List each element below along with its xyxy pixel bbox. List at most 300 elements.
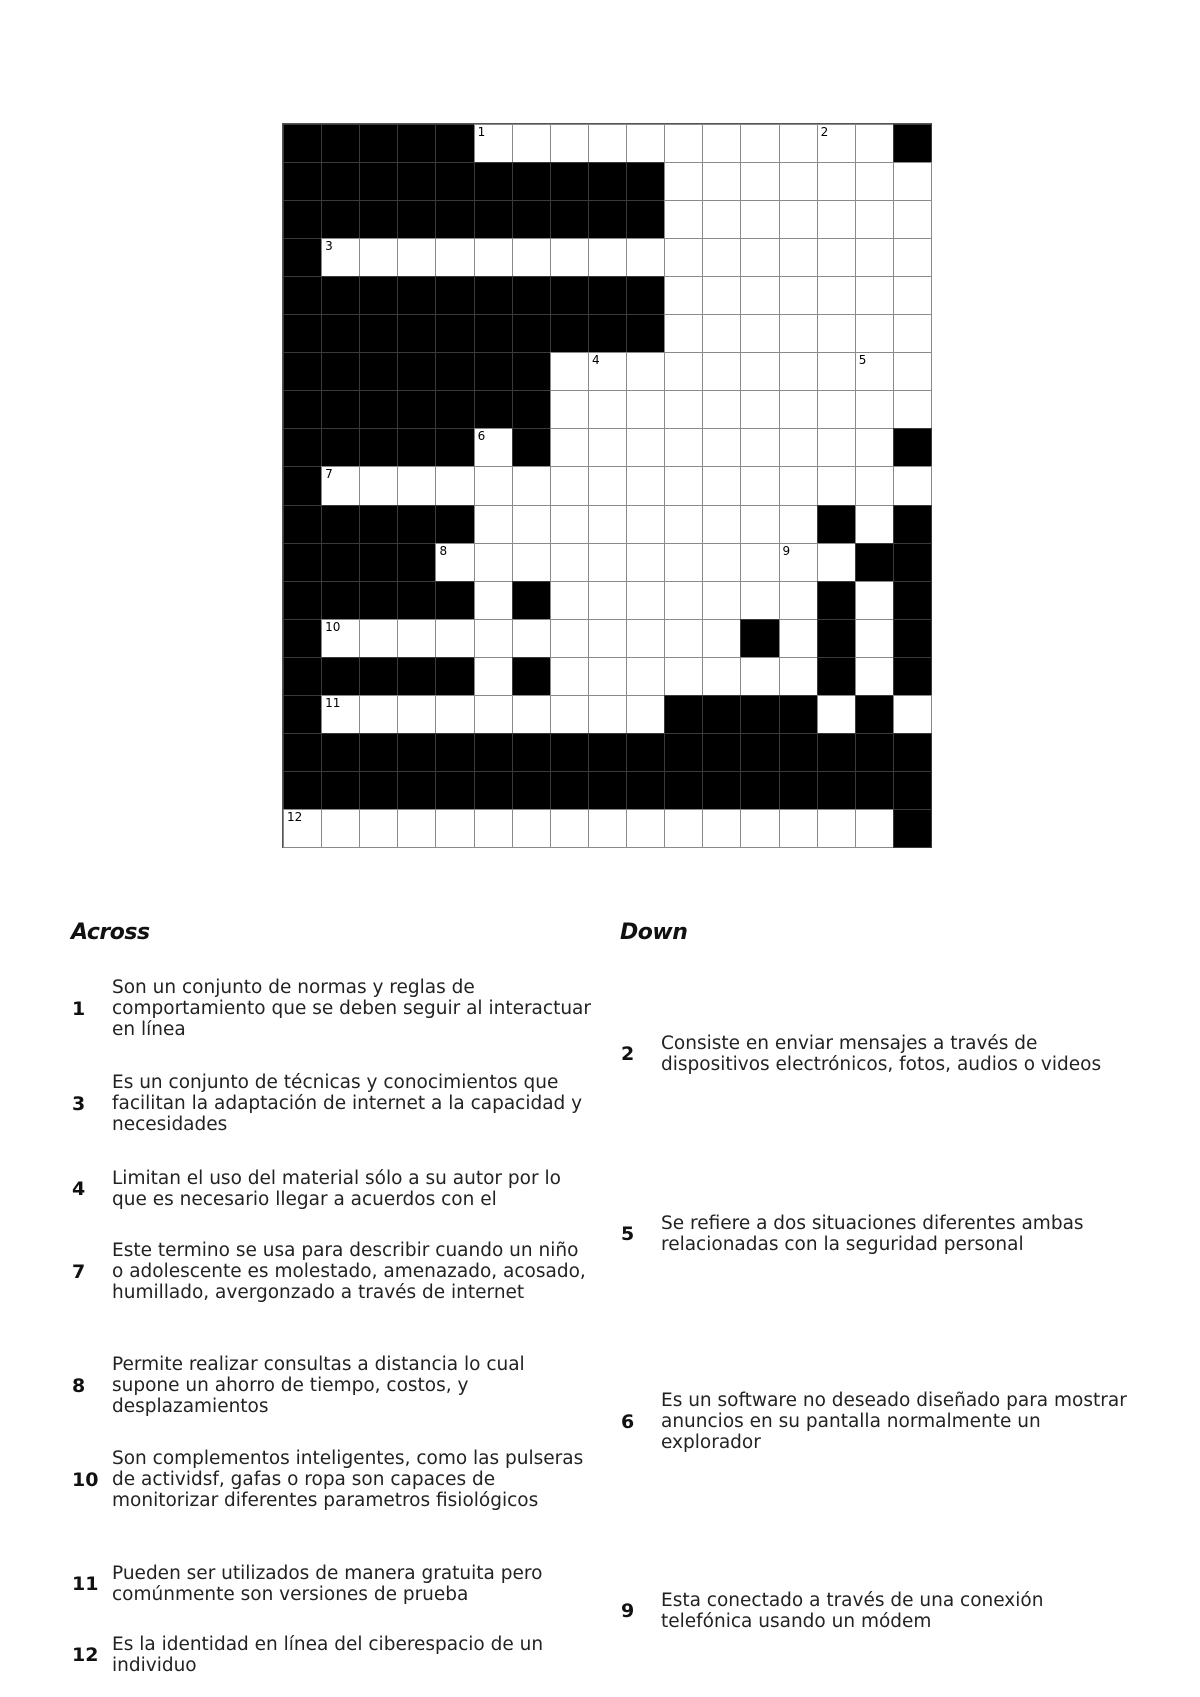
grid-answer-cell[interactable] [359, 619, 398, 658]
grid-black-cell [435, 200, 474, 239]
grid-answer-cell[interactable] [359, 695, 398, 734]
grid-black-cell [321, 657, 360, 696]
grid-black-cell [435, 581, 474, 620]
down-clue-text: Se refiere a dos situaciones diferentes ambas relacionadas con la seguridad personal [661, 1213, 1084, 1255]
grid-answer-cell[interactable] [550, 657, 589, 696]
grid-answer-cell[interactable] [474, 619, 513, 658]
grid-answer-cell[interactable] [817, 809, 856, 848]
grid-black-cell [740, 619, 779, 658]
grid-black-cell [321, 314, 360, 353]
grid-answer-cell[interactable] [512, 695, 551, 734]
grid-answer-cell[interactable] [855, 124, 894, 163]
grid-answer-cell[interactable] [855, 352, 894, 391]
grid-black-cell [474, 314, 513, 353]
grid-answer-cell[interactable] [779, 276, 818, 315]
grid-black-cell [474, 352, 513, 391]
grid-answer-cell[interactable] [855, 162, 894, 201]
grid-answer-cell[interactable] [779, 162, 818, 201]
grid-black-cell [855, 695, 894, 734]
grid-answer-cell[interactable] [779, 200, 818, 239]
across-clue-number: 7 [72, 1260, 86, 1283]
grid-black-cell [550, 200, 589, 239]
grid-answer-cell[interactable] [321, 238, 360, 277]
grid-answer-cell[interactable] [664, 657, 703, 696]
grid-answer-cell[interactable] [893, 162, 932, 201]
grid-answer-cell[interactable] [512, 238, 551, 277]
grid-answer-cell[interactable] [779, 619, 818, 658]
grid-answer-cell[interactable] [321, 809, 360, 848]
across-clue-text: Son un conjunto de normas y reglas de comportamiento que se deben seguir al interactuar en línea [112, 977, 591, 1040]
grid-answer-cell[interactable] [588, 581, 627, 620]
grid-answer-cell[interactable] [626, 809, 665, 848]
grid-answer-cell[interactable] [779, 543, 818, 582]
grid-answer-cell[interactable] [664, 809, 703, 848]
grid-answer-cell[interactable] [893, 390, 932, 429]
grid-answer-cell[interactable] [855, 276, 894, 315]
grid-black-cell [435, 428, 474, 467]
grid-black-cell [397, 390, 436, 429]
grid-answer-cell[interactable] [550, 124, 589, 163]
grid-answer-cell[interactable] [512, 543, 551, 582]
grid-answer-cell[interactable] [664, 466, 703, 505]
cell-number: 2 [820, 125, 829, 139]
grid-answer-cell[interactable] [817, 352, 856, 391]
grid-answer-cell[interactable] [626, 390, 665, 429]
grid-black-cell [435, 733, 474, 772]
grid-answer-cell[interactable] [740, 657, 779, 696]
across-clue-12 [71, 1634, 591, 1676]
grid-black-cell [359, 162, 398, 201]
grid-black-cell [855, 733, 894, 772]
grid-black-cell [664, 771, 703, 810]
grid-answer-cell[interactable] [702, 314, 741, 353]
grid-answer-cell[interactable] [855, 809, 894, 848]
grid-black-cell [283, 390, 322, 429]
grid-answer-cell[interactable] [740, 543, 779, 582]
cell-number: 9 [782, 543, 791, 558]
grid-answer-cell[interactable] [702, 505, 741, 544]
grid-black-cell [817, 619, 856, 658]
down-clue-number: 9 [621, 1600, 635, 1622]
grid-answer-cell[interactable] [664, 124, 703, 163]
grid-answer-cell[interactable] [740, 390, 779, 429]
grid-black-cell [512, 390, 551, 429]
grid-answer-cell[interactable] [740, 581, 779, 620]
grid-black-cell [435, 314, 474, 353]
grid-answer-cell[interactable] [740, 466, 779, 505]
grid-answer-cell[interactable] [397, 238, 436, 277]
grid-answer-cell[interactable] [474, 428, 513, 467]
grid-black-cell [435, 771, 474, 810]
grid-black-cell [321, 428, 360, 467]
grid-answer-cell[interactable] [550, 581, 589, 620]
grid-black-cell [626, 771, 665, 810]
grid-answer-cell[interactable] [435, 619, 474, 658]
grid-black-cell [550, 733, 589, 772]
grid-black-cell [893, 619, 932, 658]
grid-answer-cell[interactable] [626, 619, 665, 658]
grid-black-cell [474, 390, 513, 429]
grid-black-cell [474, 162, 513, 201]
grid-black-cell [397, 200, 436, 239]
grid-answer-cell[interactable] [626, 581, 665, 620]
grid-answer-cell[interactable] [588, 505, 627, 544]
grid-answer-cell[interactable] [740, 276, 779, 315]
across-clue-text: Son complementos inteligentes, como las pulseras de actividsf, gafas o ropa son capaces de monitorizar diferentes parametros fisiológicos [112, 1448, 584, 1511]
grid-answer-cell[interactable] [855, 505, 894, 544]
grid-answer-cell[interactable] [740, 200, 779, 239]
grid-answer-cell[interactable] [817, 543, 856, 582]
grid-answer-cell[interactable] [779, 314, 818, 353]
grid-answer-cell[interactable] [779, 505, 818, 544]
grid-black-cell [740, 733, 779, 772]
cell-number: 12 [287, 809, 303, 824]
grid-answer-cell[interactable] [435, 809, 474, 848]
grid-answer-cell[interactable] [893, 276, 932, 315]
grid-black-cell [359, 771, 398, 810]
grid-answer-cell[interactable] [664, 543, 703, 582]
grid-answer-cell[interactable] [664, 352, 703, 391]
grid-answer-cell[interactable] [474, 505, 513, 544]
grid-black-cell [321, 390, 360, 429]
grid-answer-cell[interactable] [588, 543, 627, 582]
grid-answer-cell[interactable] [397, 695, 436, 734]
across-title: Across [71, 920, 150, 945]
grid-black-cell [588, 200, 627, 239]
across-clue-1 [71, 977, 591, 1040]
grid-answer-cell[interactable] [588, 619, 627, 658]
grid-answer-cell[interactable] [512, 505, 551, 544]
grid-black-cell [397, 733, 436, 772]
grid-answer-cell[interactable] [588, 124, 627, 163]
grid-answer-cell[interactable] [779, 466, 818, 505]
grid-answer-cell[interactable] [740, 238, 779, 277]
grid-black-cell [359, 543, 398, 582]
grid-answer-cell[interactable] [397, 809, 436, 848]
grid-answer-cell[interactable] [817, 238, 856, 277]
grid-answer-cell[interactable] [702, 809, 741, 848]
grid-answer-cell[interactable] [664, 581, 703, 620]
grid-answer-cell[interactable] [855, 619, 894, 658]
grid-black-cell [588, 733, 627, 772]
grid-answer-cell[interactable] [397, 466, 436, 505]
grid-answer-cell[interactable] [817, 162, 856, 201]
down-clue-6 [620, 1390, 1140, 1453]
grid-black-cell [435, 124, 474, 163]
grid-answer-cell[interactable] [855, 200, 894, 239]
grid-black-cell [779, 771, 818, 810]
grid-answer-cell[interactable] [779, 390, 818, 429]
grid-answer-cell[interactable] [664, 390, 703, 429]
down-clue-text: Esta conectado a través de una conexión telefónica usando un módem [661, 1590, 1044, 1632]
grid-answer-cell[interactable] [512, 466, 551, 505]
grid-black-cell [359, 581, 398, 620]
grid-answer-cell[interactable] [817, 390, 856, 429]
grid-answer-cell[interactable] [855, 238, 894, 277]
grid-answer-cell[interactable] [779, 581, 818, 620]
grid-black-cell [359, 276, 398, 315]
grid-black-cell [817, 581, 856, 620]
grid-answer-cell[interactable] [702, 657, 741, 696]
grid-answer-cell[interactable] [702, 162, 741, 201]
grid-answer-cell[interactable] [702, 352, 741, 391]
grid-answer-cell[interactable] [474, 238, 513, 277]
grid-black-cell [512, 428, 551, 467]
grid-answer-cell[interactable] [817, 200, 856, 239]
grid-black-cell [550, 771, 589, 810]
grid-black-cell [817, 505, 856, 544]
grid-answer-cell[interactable] [702, 390, 741, 429]
grid-answer-cell[interactable] [855, 657, 894, 696]
grid-black-cell [397, 276, 436, 315]
grid-answer-cell[interactable] [702, 466, 741, 505]
across-clue-number: 12 [72, 1644, 99, 1666]
grid-answer-cell[interactable] [321, 695, 360, 734]
grid-black-cell [588, 276, 627, 315]
cell-number: 11 [325, 695, 341, 710]
grid-black-cell [397, 581, 436, 620]
grid-black-cell [321, 352, 360, 391]
grid-black-cell [435, 657, 474, 696]
grid-answer-cell[interactable] [779, 809, 818, 848]
grid-answer-cell[interactable] [588, 428, 627, 467]
grid-answer-cell[interactable] [740, 428, 779, 467]
grid-answer-cell[interactable] [474, 695, 513, 734]
grid-answer-cell[interactable] [435, 238, 474, 277]
grid-answer-cell[interactable] [817, 428, 856, 467]
grid-black-cell [321, 733, 360, 772]
grid-answer-cell[interactable] [664, 314, 703, 353]
grid-answer-cell[interactable] [588, 809, 627, 848]
grid-black-cell [283, 428, 322, 467]
grid-black-cell [435, 505, 474, 544]
grid-answer-cell[interactable] [893, 200, 932, 239]
grid-black-cell [359, 657, 398, 696]
grid-black-cell [397, 162, 436, 201]
grid-answer-cell[interactable] [435, 466, 474, 505]
grid-answer-cell[interactable] [702, 619, 741, 658]
grid-answer-cell[interactable] [550, 505, 589, 544]
grid-black-cell [817, 733, 856, 772]
cell-number: 1 [477, 125, 486, 139]
grid-answer-cell[interactable] [626, 466, 665, 505]
cell-number: 4 [591, 353, 600, 368]
grid-answer-cell[interactable] [626, 124, 665, 163]
across-clue-4 [71, 1168, 591, 1210]
grid-answer-cell[interactable] [779, 657, 818, 696]
grid-answer-cell[interactable] [512, 124, 551, 163]
grid-black-cell [321, 124, 360, 163]
grid-black-cell [588, 162, 627, 201]
grid-answer-cell[interactable] [893, 314, 932, 353]
grid-answer-cell[interactable] [626, 695, 665, 734]
grid-answer-cell[interactable] [626, 352, 665, 391]
grid-answer-cell[interactable] [550, 619, 589, 658]
grid-answer-cell[interactable] [588, 466, 627, 505]
grid-answer-cell[interactable] [664, 619, 703, 658]
grid-black-cell [740, 771, 779, 810]
grid-answer-cell[interactable] [550, 390, 589, 429]
grid-answer-cell[interactable] [550, 695, 589, 734]
grid-answer-cell[interactable] [664, 200, 703, 239]
grid-black-cell [359, 733, 398, 772]
grid-answer-cell[interactable] [588, 657, 627, 696]
grid-answer-cell[interactable] [740, 124, 779, 163]
grid-black-cell [321, 543, 360, 582]
grid-black-cell [550, 276, 589, 315]
grid-black-cell [512, 314, 551, 353]
grid-answer-cell[interactable] [321, 619, 360, 658]
grid-black-cell [283, 733, 322, 772]
cell-number: 10 [325, 619, 341, 634]
grid-answer-cell[interactable] [817, 124, 856, 163]
grid-answer-cell[interactable] [474, 466, 513, 505]
grid-answer-cell[interactable] [702, 428, 741, 467]
grid-black-cell [359, 314, 398, 353]
grid-answer-cell[interactable] [588, 695, 627, 734]
grid-answer-cell[interactable] [855, 466, 894, 505]
grid-answer-cell[interactable] [512, 809, 551, 848]
grid-answer-cell[interactable] [321, 466, 360, 505]
grid-black-cell [283, 200, 322, 239]
grid-black-cell [512, 200, 551, 239]
grid-answer-cell[interactable] [779, 352, 818, 391]
grid-answer-cell[interactable] [550, 466, 589, 505]
grid-answer-cell[interactable] [664, 238, 703, 277]
grid-answer-cell[interactable] [550, 428, 589, 467]
across-clue-8 [71, 1354, 591, 1417]
grid-black-cell [359, 390, 398, 429]
grid-answer-cell[interactable] [474, 809, 513, 848]
grid-black-cell [283, 695, 322, 734]
grid-answer-cell[interactable] [664, 162, 703, 201]
grid-black-cell [435, 390, 474, 429]
grid-answer-cell[interactable] [740, 314, 779, 353]
grid-answer-cell[interactable] [626, 543, 665, 582]
grid-answer-cell[interactable] [740, 505, 779, 544]
grid-black-cell [893, 428, 932, 467]
across-clue-text: Limitan el uso del material sólo a su autor por lo que es necesario llegar a acuerdos con el [112, 1168, 561, 1210]
down-clue-text: Consiste en enviar mensajes a través de dispositivos electrónicos, fotos, audios o videos [661, 1033, 1102, 1075]
grid-answer-cell[interactable] [283, 809, 322, 848]
grid-answer-cell[interactable] [893, 695, 932, 734]
across-clue-10 [71, 1448, 591, 1511]
grid-answer-cell[interactable] [474, 581, 513, 620]
grid-answer-cell[interactable] [855, 428, 894, 467]
grid-black-cell [283, 162, 322, 201]
grid-answer-cell[interactable] [855, 390, 894, 429]
grid-answer-cell[interactable] [855, 314, 894, 353]
grid-answer-cell[interactable] [702, 543, 741, 582]
grid-answer-cell[interactable] [702, 238, 741, 277]
grid-black-cell [664, 695, 703, 734]
grid-black-cell [283, 619, 322, 658]
grid-black-cell [893, 543, 932, 582]
grid-answer-cell[interactable] [817, 695, 856, 734]
grid-black-cell [359, 505, 398, 544]
grid-answer-cell[interactable] [550, 238, 589, 277]
grid-answer-cell[interactable] [740, 162, 779, 201]
grid-answer-cell[interactable] [855, 581, 894, 620]
grid-answer-cell[interactable] [626, 428, 665, 467]
grid-answer-cell[interactable] [702, 200, 741, 239]
grid-answer-cell[interactable] [664, 276, 703, 315]
grid-black-cell [435, 162, 474, 201]
grid-answer-cell[interactable] [588, 352, 627, 391]
grid-answer-cell[interactable] [359, 238, 398, 277]
grid-answer-cell[interactable] [512, 619, 551, 658]
grid-answer-cell[interactable] [779, 428, 818, 467]
grid-black-cell [626, 276, 665, 315]
grid-answer-cell[interactable] [817, 276, 856, 315]
grid-black-cell [397, 543, 436, 582]
grid-answer-cell[interactable] [893, 466, 932, 505]
grid-answer-cell[interactable] [588, 238, 627, 277]
grid-answer-cell[interactable] [588, 390, 627, 429]
grid-black-cell [321, 771, 360, 810]
grid-answer-cell[interactable] [817, 314, 856, 353]
grid-answer-cell[interactable] [664, 428, 703, 467]
grid-black-cell [283, 581, 322, 620]
grid-black-cell [321, 505, 360, 544]
grid-black-cell [702, 771, 741, 810]
grid-black-cell [435, 276, 474, 315]
across-clue-7 [71, 1240, 591, 1303]
grid-answer-cell[interactable] [474, 543, 513, 582]
grid-answer-cell[interactable] [550, 809, 589, 848]
grid-answer-cell[interactable] [550, 352, 589, 391]
grid-answer-cell[interactable] [474, 657, 513, 696]
grid-answer-cell[interactable] [702, 581, 741, 620]
grid-answer-cell[interactable] [817, 466, 856, 505]
grid-answer-cell[interactable] [435, 695, 474, 734]
grid-answer-cell[interactable] [626, 657, 665, 696]
across-clue-number: 4 [72, 1178, 86, 1200]
grid-answer-cell[interactable] [893, 238, 932, 277]
grid-black-cell [893, 771, 932, 810]
grid-black-cell [359, 428, 398, 467]
across-clue-text: Permite realizar consultas a distancia lo cual supone un ahorro de tiempo, costos, y desplazamientos [112, 1354, 525, 1417]
grid-answer-cell[interactable] [626, 238, 665, 277]
grid-answer-cell[interactable] [626, 505, 665, 544]
grid-black-cell [283, 466, 322, 505]
grid-answer-cell[interactable] [702, 124, 741, 163]
grid-answer-cell[interactable] [550, 543, 589, 582]
grid-black-cell [359, 200, 398, 239]
grid-black-cell [855, 543, 894, 582]
grid-answer-cell[interactable] [664, 505, 703, 544]
down-clue-text: Es un software no deseado diseñado para mostrar anuncios en su pantalla normalmente un explorador [661, 1390, 1127, 1453]
grid-black-cell [474, 200, 513, 239]
grid-answer-cell[interactable] [702, 276, 741, 315]
grid-black-cell [626, 314, 665, 353]
down-clue-number: 6 [621, 1410, 635, 1433]
grid-answer-cell[interactable] [779, 124, 818, 163]
grid-answer-cell[interactable] [740, 352, 779, 391]
grid-answer-cell[interactable] [397, 619, 436, 658]
grid-black-cell [397, 657, 436, 696]
grid-black-cell [702, 695, 741, 734]
grid-answer-cell[interactable] [435, 543, 474, 582]
grid-answer-cell[interactable] [893, 352, 932, 391]
grid-answer-cell[interactable] [779, 238, 818, 277]
grid-black-cell [893, 809, 932, 848]
grid-answer-cell[interactable] [359, 809, 398, 848]
crossword-grid [282, 123, 932, 848]
grid-answer-cell[interactable] [474, 124, 513, 163]
grid-answer-cell[interactable] [359, 466, 398, 505]
grid-answer-cell[interactable] [740, 809, 779, 848]
